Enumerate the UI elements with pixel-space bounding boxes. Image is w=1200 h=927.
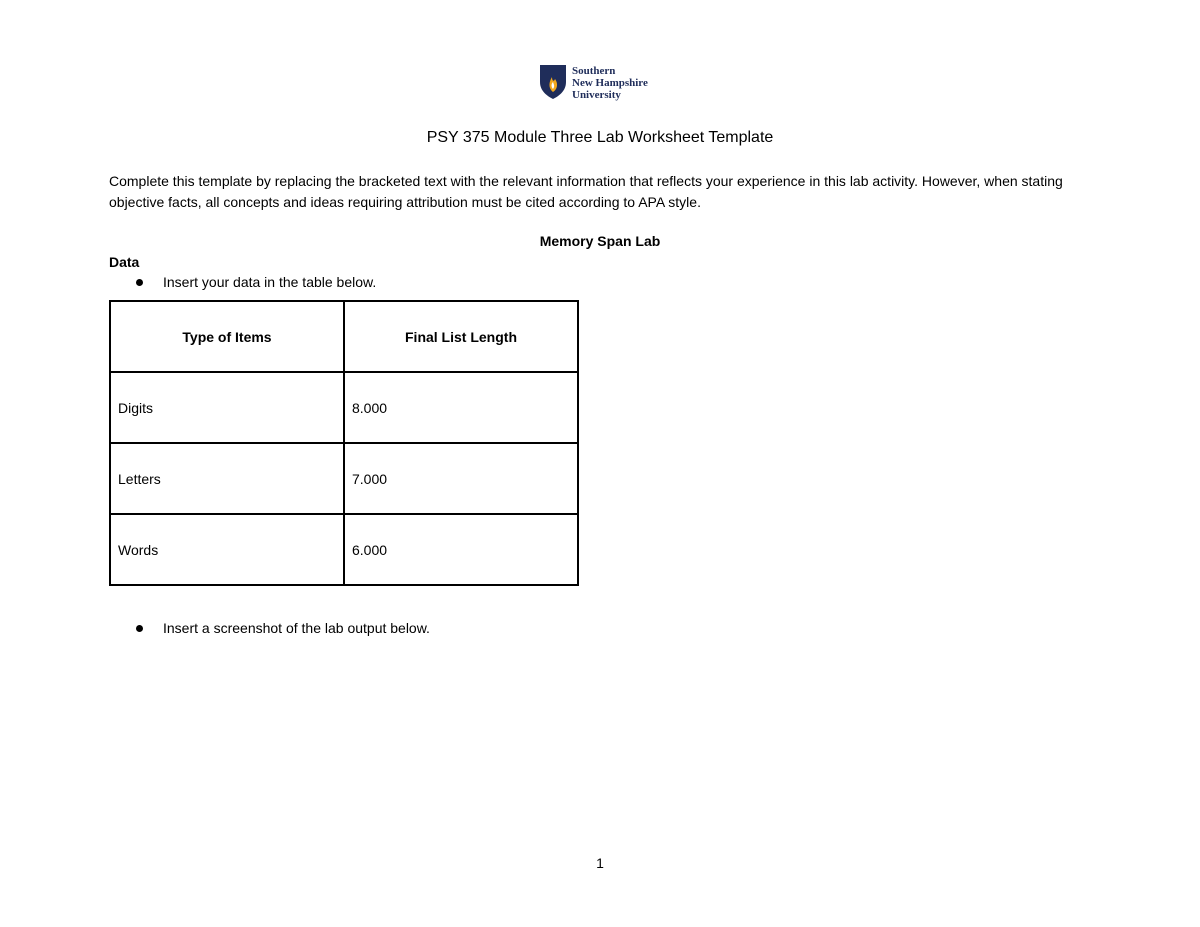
table-cell: Words: [110, 514, 344, 585]
section-title: Memory Span Lab: [539, 233, 661, 249]
data-heading: Data: [109, 254, 140, 270]
table-header-row: [110, 301, 578, 372]
bullet-text: Insert a screenshot of the lab output below.: [163, 620, 430, 636]
bullet-item-screenshot-instruction: [136, 619, 430, 637]
bullet-dot-icon: [136, 625, 143, 632]
bullet-dot-icon: [136, 279, 143, 286]
table-row: [110, 443, 578, 514]
bullet-text: Insert your data in the table below.: [163, 274, 377, 290]
table-row: [110, 514, 578, 585]
logo-line-3: University: [572, 89, 621, 101]
table-cell: Digits: [110, 372, 344, 443]
document-title: PSY 375 Module Three Lab Worksheet Template: [426, 129, 774, 146]
table-row: [110, 372, 578, 443]
table-header-cell: Type of Items: [110, 301, 344, 372]
intro-paragraph: Complete this template by replacing the bracketed text with the relevant information that reflects your experience in this lab activity. However, when stating objective facts, all concepts and ideas requiring attribution must be cited according to APA style.: [109, 173, 1063, 210]
table-cell: Letters: [110, 443, 344, 514]
table-cell: 6.000: [344, 514, 578, 585]
university-logo: [539, 64, 648, 101]
table-header-cell: Final List Length: [344, 301, 578, 372]
table-cell: 8.000: [344, 372, 578, 443]
shield-flame-icon: [539, 64, 567, 100]
data-table: [109, 300, 579, 586]
logo-line-1: Southern: [572, 65, 616, 77]
bullet-item-table-instruction: [136, 273, 376, 291]
logo-wordmark: [572, 65, 648, 101]
page-number: 1: [596, 855, 604, 871]
table-cell: 7.000: [344, 443, 578, 514]
logo-line-2: New Hampshire: [572, 77, 648, 89]
